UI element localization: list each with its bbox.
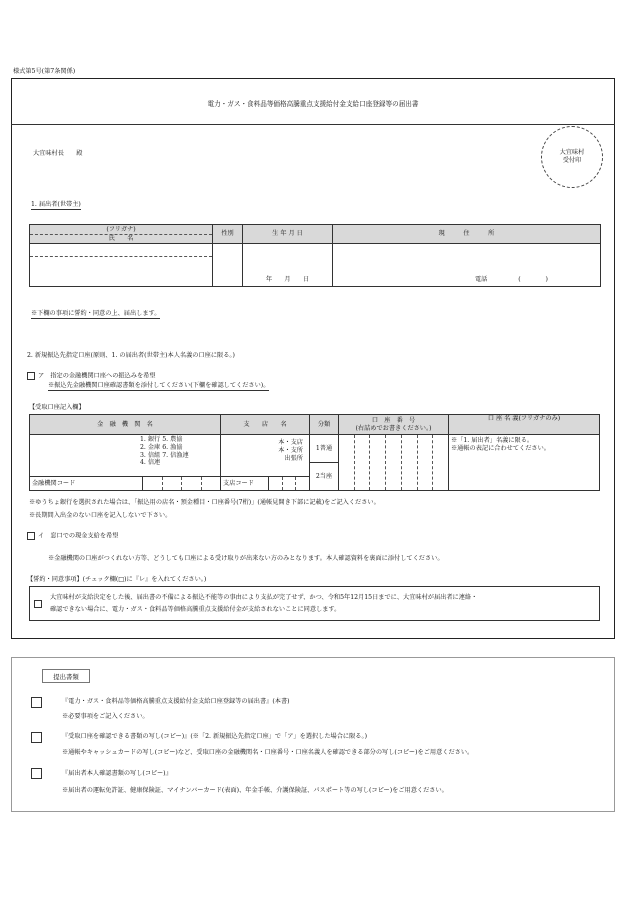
submission-item-3-title: 『届出者本人確認書類の写し(コピー)』 [62,770,172,777]
birthdate-header: 生 年 月 日 [243,225,333,244]
pledge-heading: 【誓約・同意事項】(チェック欄(□)に『レ』を入れてください。) [27,576,207,583]
holder-note-2: ※通帳の表記に合わせてください。 [451,444,550,452]
branch-type-2: 本・支所 [278,446,303,454]
option-a [27,372,156,380]
option-i-checkbox[interactable] [27,532,35,540]
long-term-note: ※長期間入出金のない口座を記入しないで下さい。 [29,512,172,519]
option-i-note: ※金融機関の口座がつくれない方等、どうしても口座による受け取りが出来ない方のみとなります。本人確認資料を裏面に添付してください。 [48,555,444,562]
form-title: 電力・ガス・食料品等価格高騰重点支援給付金支給口座登録等の届出書 [207,100,419,108]
option-a-label: ア 指定の金融機関口座への振込みを希望 [38,372,156,380]
bank-code-boxes[interactable] [142,477,220,490]
type-input-cell[interactable] [310,435,339,491]
pledge-box [29,586,600,621]
number-header-sub: (右詰めでお書きください。) [355,424,432,432]
number-header-label: 口 座 番 号 [371,416,416,424]
pledge-line-2: 確認できない場合に、電力・ガス・食料品等価格高騰重点支援給付金が支給されないことに同意します。 [50,606,341,613]
holder-note-1: ※「1. 届出者」名義に限る。 [451,437,534,444]
branch-input-cell[interactable] [221,435,310,491]
submission-checkbox-2[interactable] [31,732,42,743]
bank-type-2: 2. 金庫 6. 漁協 [140,443,183,451]
submission-checkbox-3[interactable] [31,768,42,779]
address-input-cell[interactable] [333,244,601,287]
branch-type-list [221,435,309,476]
name-input-cell[interactable] [30,244,213,287]
account-table [29,414,600,491]
bank-code-label: 金融機関コード [32,480,76,487]
addressee: 大宜味村長 殿 [33,150,83,157]
branch-type-3: 出張所 [284,454,303,462]
name-label: 氏 名 [108,234,134,242]
bank-type-1: 1. 銀行 5. 農協 [140,436,183,443]
bank-type-4: 4. 信連 [140,459,161,467]
number-input-cell[interactable] [339,435,449,491]
submission-item-1-note: ※必要事項をご記入ください。 [62,713,149,720]
branch-code-boxes[interactable] [268,477,309,490]
section2-heading: 2. 新規振込先指定口座(原則、1. の届出者(世帯主)本人名義の口座に限る。) [27,352,235,359]
stamp-line1: 大宜味村 [559,149,585,156]
submission-item-2-title: 『受取口座を確認できる書類の写し(コピー)』(※「2. 新規振込先指定口座」で「ア」を選択した場合に限る。) [62,733,367,740]
furigana-label: (フリガナ) [30,226,212,235]
account-heading: 【受取口座記入欄】 [29,404,85,411]
name-header-cell [30,225,213,244]
section1-heading: 1. 届出者(世帯主) [31,201,81,208]
bank-type-list [140,435,220,476]
number-header [339,415,449,435]
bank-type-3: 3. 信組 7. 信漁連 [140,451,189,459]
yucho-note: ※ゆうちょ銀行を選択された場合は、「振込用の店名・預金種目・口座番号(7桁)」(通帳見開き下部に記載)をご記入ください。 [29,499,380,506]
date-units: 年 月 日 [265,276,310,284]
holder-input-cell[interactable] [449,435,600,491]
branch-type-1: 本・支店 [278,439,303,446]
option-a-note: ※振込先金融機関口座確認書類を添付してください(下欄を確認してください)。 [48,382,270,389]
pledge-line-1: 大宜味村が支給決定をした後、届出書の不備による振込不能等の事由により支払が完了せず、かつ、令和5年12月15日までに、大宜味村が届出者に連絡・ [50,594,478,601]
option-i-label: イ 窓口での現金支給を希望 [38,532,119,540]
bank-header: 金 融 機 関 名 [30,415,221,435]
holder-header: 口 座 名 義(フリガナのみ) [449,415,600,435]
acct-type-2: 2当座 [315,473,333,480]
submission-item-3-note: ※届出者の運転免許証、健康保険証、マイナンバーカード(表面)、年金手帳、介護保険証、パスポート等の写し(コピー)をご用意ください。 [62,787,448,794]
reception-stamp [541,126,603,188]
submission-tag: 提出書類 [42,669,90,683]
stamp-line2: 受付印 [562,156,582,164]
address-header: 現 住 所 [333,225,601,244]
option-i [27,532,118,540]
agree-note: ※下欄の事項に誓約・同意の上、届出します。 [31,310,161,317]
branch-code-label: 支店コード [223,480,254,487]
pledge-checkbox[interactable] [34,600,42,608]
form-label: 様式第5号(第7条関係) [13,68,76,75]
title-divider [11,124,615,125]
gender-input-cell[interactable] [213,244,243,287]
acct-type-1: 1普通 [310,435,338,463]
submission-item-1-title: 『電力・ガス・食料品等価格高騰重点支援給付金支給口座登録等の届出書』(本書) [62,698,290,705]
submission-checkbox-1[interactable] [31,697,42,708]
option-a-checkbox[interactable] [27,372,35,380]
bank-input-cell[interactable] [30,435,221,491]
type-header: 分類 [310,415,339,435]
branch-header: 支 店 名 [221,415,310,435]
gender-header: 性別 [213,225,243,244]
applicant-table [29,224,601,287]
submission-item-2-note: ※通帳やキャッシュカードの写し(コピー)など、受取口座の金融機関名・口座番号・口座名義人を確認できる部分の写し(コピー)をご用意ください。 [62,749,474,756]
birthdate-input-cell[interactable] [243,244,333,287]
phone-label: 電話 ( ) [475,276,548,284]
